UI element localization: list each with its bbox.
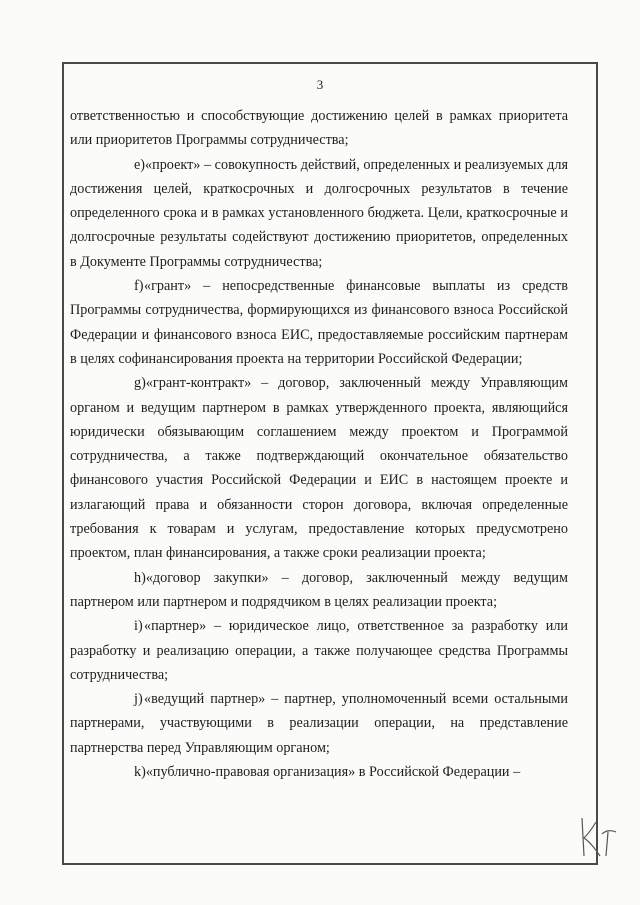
- document-body: [70, 104, 568, 784]
- definition-j: [70, 687, 568, 760]
- definition-e: [70, 153, 568, 274]
- item-label: h): [134, 569, 146, 586]
- paragraph-text: «партнер» – юридическое лицо, ответственное за разработку или разработку и реализацию операции, а также получающее средства Программы сотрудничества;: [70, 618, 568, 683]
- item-label: k): [134, 764, 146, 781]
- item-label: e): [134, 156, 146, 173]
- paragraph-text: «грант» – непосредственные финансовые выплаты из средств Программы сотрудничества, формирующихся из финансового взноса Российской Федерации и финансового взноса ЕИС, предоставляемые российским партнерам в целях софинансирования проекта на территории Российской Федерации;: [70, 278, 568, 367]
- item-label: f): [134, 278, 144, 295]
- paragraph-text: «грант-контракт» – договор, заключенный между Управляющим органом и ведущим партнером в рамках утвержденного проекта, являющийся юридически обязывающим соглашением между проектом и Программой сотрудничества, а также подтверждающий окончательное обязательство финансового участия Российской Федерации и ЕИС в настоящем проекте и излагающий права и обязанности сторон договора, включая определенные требования к товарам и услугам, предоставление которых предусмотрено проектом, план финансирования, а также сроки реализации проекта;: [70, 375, 568, 562]
- paragraph-text: «публично-правовая организация» в Российской Федерации –: [145, 764, 521, 781]
- paragraph-continued: [70, 104, 568, 153]
- item-label: i): [134, 618, 143, 635]
- page-number: 3: [316, 77, 324, 92]
- definition-f: [70, 274, 568, 371]
- handwritten-initials: [578, 812, 622, 860]
- paragraph-text: ответственностью и способствующие достижению целей в рамках приоритета или приоритетов Программы сотрудничества;: [70, 108, 568, 149]
- definition-i: [70, 614, 568, 687]
- definition-g: [70, 371, 568, 565]
- paragraph-text: «ведущий партнер» – партнер, уполномоченный всеми остальными партнерами, участвующими в реализации операции, на представление партнерства перед Управляющим органом;: [70, 691, 568, 756]
- definition-h: [70, 566, 568, 615]
- item-label: j): [134, 691, 143, 708]
- definition-k: [70, 760, 568, 784]
- item-label: g): [134, 375, 146, 392]
- paragraph-text: «проект» – совокупность действий, определенных и реализуемых для достижения целей, краткосрочных и долгосрочных результатов в течение определенного срока и в рамках установленного бюджета. Цели, краткосрочные и долгосрочные результаты содействуют достижению приоритетов, определенных в Документе Программы сотрудничества;: [70, 156, 568, 270]
- paragraph-text: «договор закупки» – договор, заключенный между ведущим партнером или партнером и подрядчиком в целях реализации проекта;: [70, 569, 568, 610]
